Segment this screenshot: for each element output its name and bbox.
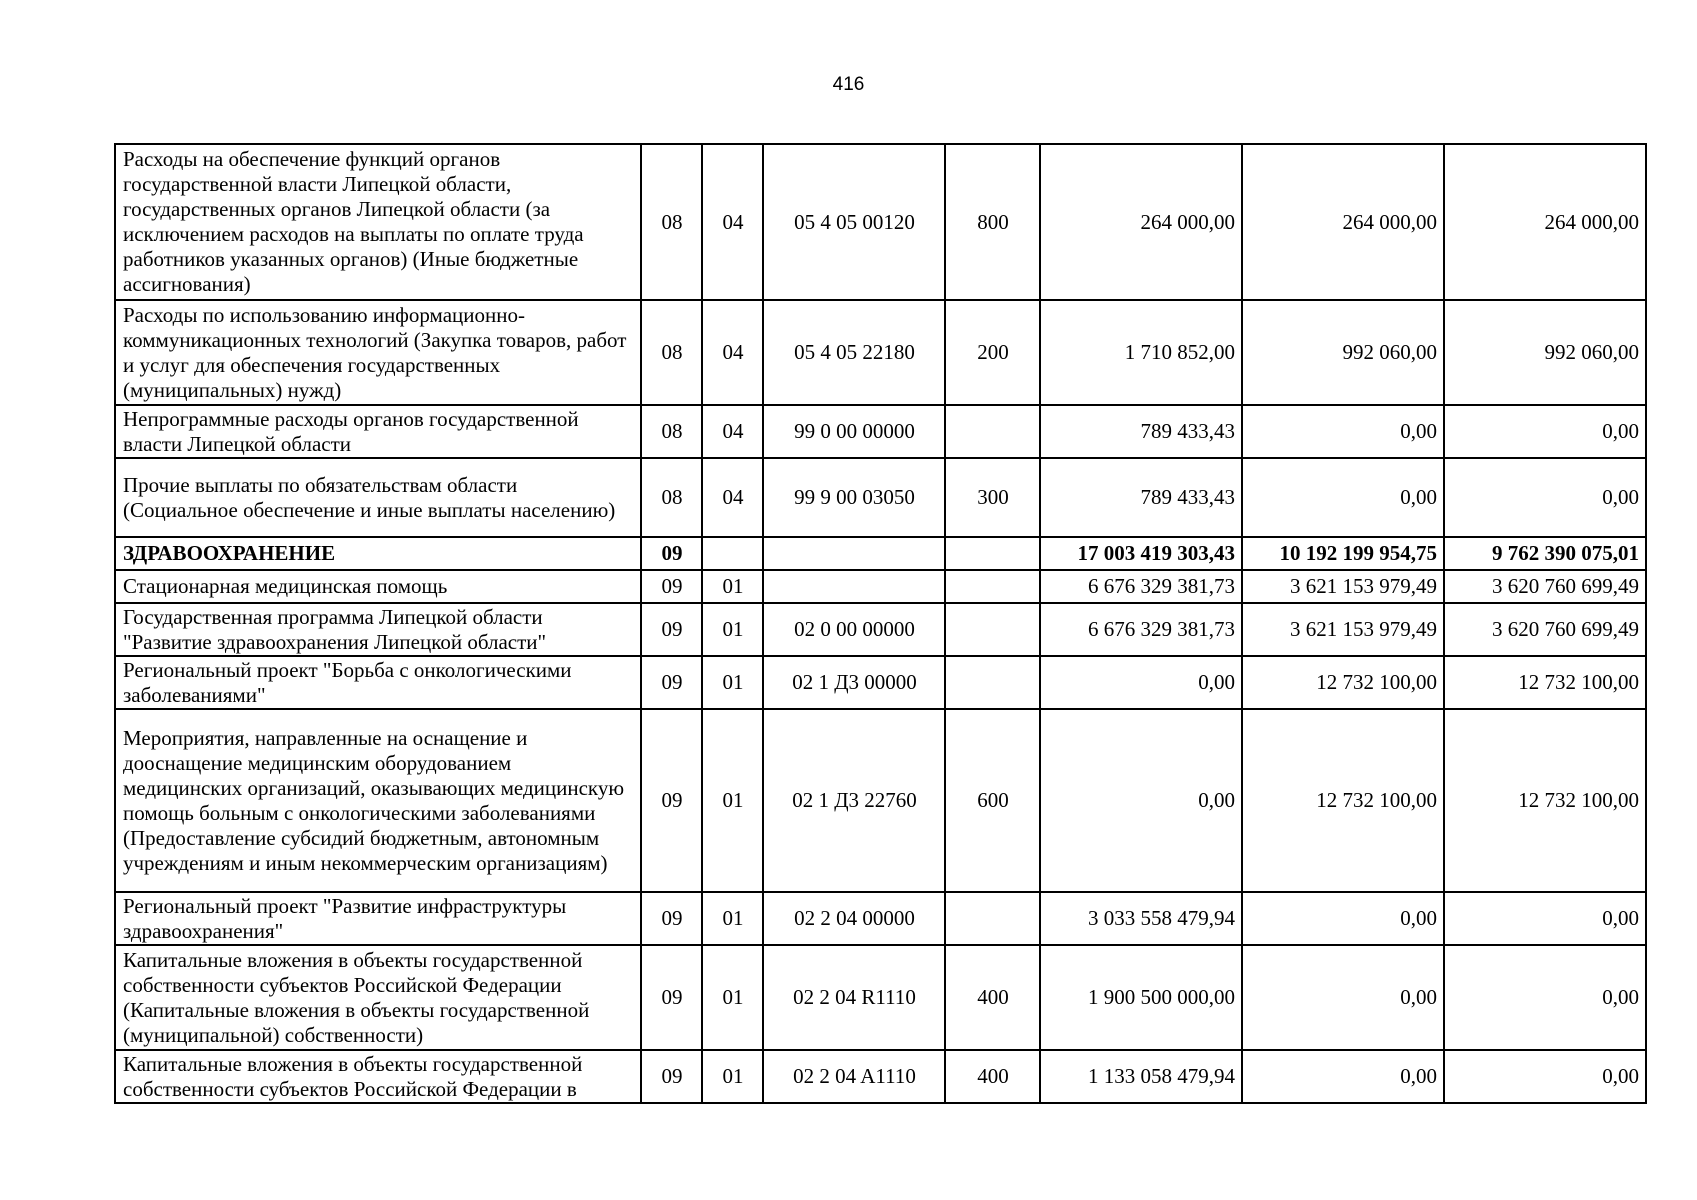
- subsection-code: [702, 537, 763, 570]
- expense-type-code: 200: [945, 300, 1040, 405]
- expense-type-code: 400: [945, 1050, 1040, 1103]
- amount-year-3: 0,00: [1444, 405, 1646, 458]
- section-code: 08: [641, 144, 702, 300]
- amount-year-1: 0,00: [1040, 709, 1242, 892]
- table-row: [115, 570, 1646, 603]
- expense-name: Региональный проект "Развитие инфраструктуры здравоохранения": [115, 892, 641, 945]
- expense-name: Стационарная медицинская помощь: [115, 570, 641, 603]
- amount-year-1: 789 433,43: [1040, 405, 1242, 458]
- amount-year-1: 0,00: [1040, 656, 1242, 709]
- subsection-code: 04: [702, 300, 763, 405]
- expense-type-code: [945, 405, 1040, 458]
- amount-year-2: 12 732 100,00: [1242, 656, 1444, 709]
- amount-year-2: 264 000,00: [1242, 144, 1444, 300]
- expense-name: ЗДРАВООХРАНЕНИЕ: [115, 537, 641, 570]
- amount-year-2: 3 621 153 979,49: [1242, 570, 1444, 603]
- table-row: [115, 458, 1646, 537]
- amount-year-3: 12 732 100,00: [1444, 656, 1646, 709]
- section-code: 09: [641, 537, 702, 570]
- amount-year-2: 0,00: [1242, 945, 1444, 1050]
- amount-year-1: 264 000,00: [1040, 144, 1242, 300]
- expense-type-code: 400: [945, 945, 1040, 1050]
- table-row: [115, 405, 1646, 458]
- section-code: 09: [641, 570, 702, 603]
- amount-year-3: 0,00: [1444, 945, 1646, 1050]
- amount-year-2: 3 621 153 979,49: [1242, 603, 1444, 656]
- target-article-code: [763, 537, 945, 570]
- subsection-code: 01: [702, 656, 763, 709]
- target-article-code: 02 2 04 00000: [763, 892, 945, 945]
- target-article-code: 02 0 00 00000: [763, 603, 945, 656]
- amount-year-2: 0,00: [1242, 892, 1444, 945]
- expense-type-code: [945, 656, 1040, 709]
- section-code: 09: [641, 656, 702, 709]
- amount-year-3: 0,00: [1444, 1050, 1646, 1103]
- target-article-code: 02 2 04 R1110: [763, 945, 945, 1050]
- section-code: 09: [641, 945, 702, 1050]
- expense-name: Региональный проект "Борьба с онкологическими заболеваниями": [115, 656, 641, 709]
- expense-type-code: 600: [945, 709, 1040, 892]
- amount-year-1: 6 676 329 381,73: [1040, 570, 1242, 603]
- target-article-code: 99 9 00 03050: [763, 458, 945, 537]
- section-code: 09: [641, 709, 702, 892]
- amount-year-3: 0,00: [1444, 458, 1646, 537]
- amount-year-1: 1 710 852,00: [1040, 300, 1242, 405]
- amount-year-2: 12 732 100,00: [1242, 709, 1444, 892]
- expense-name: Государственная программа Липецкой области "Развитие здравоохранения Липецкой области": [115, 603, 641, 656]
- table-row: [115, 537, 1646, 570]
- table-body: [115, 144, 1646, 1103]
- amount-year-3: 992 060,00: [1444, 300, 1646, 405]
- amount-year-3: 264 000,00: [1444, 144, 1646, 300]
- section-code: 08: [641, 458, 702, 537]
- expense-name: Прочие выплаты по обязательствам области (Социальное обеспечение и иные выплаты населению): [115, 458, 641, 537]
- table-row: [115, 603, 1646, 656]
- amount-year-2: 10 192 199 954,75: [1242, 537, 1444, 570]
- amount-year-3: 9 762 390 075,01: [1444, 537, 1646, 570]
- expense-type-code: [945, 537, 1040, 570]
- table-row: [115, 656, 1646, 709]
- amount-year-1: 6 676 329 381,73: [1040, 603, 1242, 656]
- section-code: 08: [641, 405, 702, 458]
- page-number: 416: [832, 74, 865, 95]
- target-article-code: 99 0 00 00000: [763, 405, 945, 458]
- amount-year-3: 3 620 760 699,49: [1444, 603, 1646, 656]
- subsection-code: 04: [702, 405, 763, 458]
- target-article-code: 05 4 05 22180: [763, 300, 945, 405]
- amount-year-2: 992 060,00: [1242, 300, 1444, 405]
- section-code: 09: [641, 603, 702, 656]
- subsection-code: 01: [702, 945, 763, 1050]
- subsection-code: 01: [702, 570, 763, 603]
- target-article-code: 02 1 Д3 22760: [763, 709, 945, 892]
- subsection-code: 04: [702, 458, 763, 537]
- table-row: [115, 892, 1646, 945]
- table-row: [115, 1050, 1646, 1103]
- amount-year-2: 0,00: [1242, 405, 1444, 458]
- target-article-code: 02 2 04 A1110: [763, 1050, 945, 1103]
- amount-year-3: 0,00: [1444, 892, 1646, 945]
- expense-name: Мероприятия, направленные на оснащение и дооснащение медицинским оборудованием медицинских организаций, оказывающих медицинскую помощь больным с онкологическими заболеваниями (Предоставление субсидий бюджетным, автономным учреждениям и иным некоммерческим организациям): [115, 709, 641, 892]
- amount-year-1: 1 133 058 479,94: [1040, 1050, 1242, 1103]
- expense-name: Непрограммные расходы органов государственной власти Липецкой области: [115, 405, 641, 458]
- section-code: 09: [641, 1050, 702, 1103]
- amount-year-1: 789 433,43: [1040, 458, 1242, 537]
- expense-type-code: [945, 603, 1040, 656]
- budget-table: [114, 143, 1647, 1104]
- amount-year-3: 3 620 760 699,49: [1444, 570, 1646, 603]
- amount-year-3: 12 732 100,00: [1444, 709, 1646, 892]
- amount-year-1: 3 033 558 479,94: [1040, 892, 1242, 945]
- section-code: 09: [641, 892, 702, 945]
- table-row: [115, 144, 1646, 300]
- expense-name: Капитальные вложения в объекты государственной собственности субъектов Российской Федерации в: [115, 1050, 641, 1103]
- subsection-code: 01: [702, 603, 763, 656]
- amount-year-1: 1 900 500 000,00: [1040, 945, 1242, 1050]
- table-row: [115, 300, 1646, 405]
- table-row: [115, 709, 1646, 892]
- amount-year-2: 0,00: [1242, 458, 1444, 537]
- subsection-code: 01: [702, 892, 763, 945]
- expense-type-code: 300: [945, 458, 1040, 537]
- expense-type-code: 800: [945, 144, 1040, 300]
- target-article-code: 02 1 Д3 00000: [763, 656, 945, 709]
- target-article-code: 05 4 05 00120: [763, 144, 945, 300]
- expense-name: Расходы по использованию информационно-коммуникационных технологий (Закупка товаров, работ и услуг для обеспечения государственных (муниципальных) нужд): [115, 300, 641, 405]
- subsection-code: 04: [702, 144, 763, 300]
- expense-type-code: [945, 892, 1040, 945]
- expense-name: Капитальные вложения в объекты государственной собственности субъектов Российской Федерации (Капитальные вложения в объекты государственной (муниципальной) собственности): [115, 945, 641, 1050]
- section-code: 08: [641, 300, 702, 405]
- table-row: [115, 945, 1646, 1050]
- expense-type-code: [945, 570, 1040, 603]
- subsection-code: 01: [702, 709, 763, 892]
- amount-year-1: 17 003 419 303,43: [1040, 537, 1242, 570]
- amount-year-2: 0,00: [1242, 1050, 1444, 1103]
- expense-name: Расходы на обеспечение функций органов государственной власти Липецкой области, государственных органов Липецкой области (за исключением расходов на выплаты по оплате труда работников указанных органов) (Иные бюджетные ассигнования): [115, 144, 641, 300]
- subsection-code: 01: [702, 1050, 763, 1103]
- target-article-code: [763, 570, 945, 603]
